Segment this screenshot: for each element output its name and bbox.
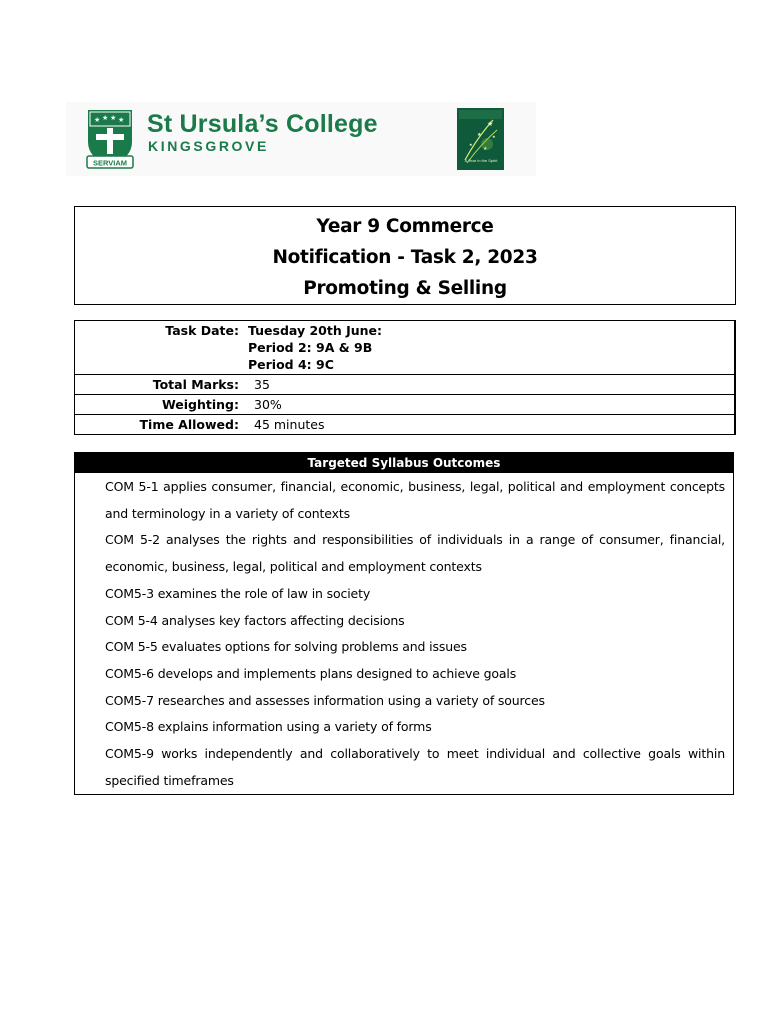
notification-title: Notification - Task 2, 2023 (272, 247, 538, 268)
crest-motto: SERVIAM (92, 158, 128, 168)
outcome-item: COM5-3 examines the role of law in society (105, 585, 371, 601)
weighting-label: Weighting: (161, 397, 239, 412)
time-allowed-row (75, 415, 734, 434)
outcome-item: COM5-6 develops and implements plans designed to achieve goals (105, 665, 517, 681)
outcome-item: COM 5-4 analyses key factors affecting decisions (105, 612, 405, 628)
time-allowed-label: Time Allowed: (139, 417, 239, 432)
time-allowed-value: 45 minutes (254, 417, 325, 432)
task-info-table (74, 320, 736, 435)
task-date-value (239, 321, 382, 374)
period-4-text: Period 4: 9C (248, 357, 334, 372)
period-2-text: Period 2: 9A & 9B (248, 340, 373, 355)
college-crest-logo (86, 108, 134, 170)
task-topic-title: Promoting & Selling (303, 278, 507, 299)
svg-text:★: ★ (110, 115, 117, 122)
course-title: Year 9 Commerce (316, 216, 494, 237)
task-date-label: Task Date: (165, 323, 239, 338)
outcome-item: COM5-8 explains information using a variety of forms (105, 719, 432, 735)
weighting-value: 30% (254, 397, 282, 412)
outcomes-heading: Targeted Syllabus Outcomes (75, 453, 733, 473)
svg-text:★: ★ (492, 134, 496, 139)
outcome-item: COM5-7 researches and assesses information using a variety of sources (105, 692, 545, 708)
college-name: St Ursula’s College (147, 110, 378, 138)
task-date-row (75, 321, 734, 375)
college-location: KINGSGROVE (148, 138, 269, 154)
booklet-title: A Year in the Spirit (464, 158, 498, 163)
svg-text:★: ★ (469, 142, 473, 147)
outcome-item: COM 5-2 analyses the rights and responsibilities of individuals in a range of consumer, financial, economic, business, legal, political and employment contexts (105, 532, 725, 575)
syllabus-outcomes-table (74, 452, 734, 795)
outcomes-list (75, 473, 733, 794)
total-marks-label: Total Marks: (152, 377, 239, 392)
svg-text:★: ★ (477, 132, 482, 138)
total-marks-value: 35 (254, 377, 270, 392)
weighting-row (75, 395, 734, 415)
outcome-item: COM 5-1 applies consumer, financial, economic, business, legal, political and employment concepts and terminology in a variety of contexts (105, 479, 725, 521)
svg-text:★: ★ (94, 117, 101, 124)
outcome-item: COM5-9 works independently and collaboratively to meet individual and collective goals within specified timeframes (105, 746, 725, 788)
outcome-item: COM 5-5 evaluates options for solving problems and issues (105, 639, 467, 655)
total-marks-row (75, 375, 734, 395)
svg-text:★: ★ (102, 115, 109, 122)
task-title-box (74, 206, 736, 305)
svg-text:★: ★ (487, 121, 494, 128)
svg-text:★: ★ (483, 146, 488, 152)
svg-text:★: ★ (118, 117, 125, 124)
task-date-text: Tuesday 20th June: (248, 323, 383, 338)
